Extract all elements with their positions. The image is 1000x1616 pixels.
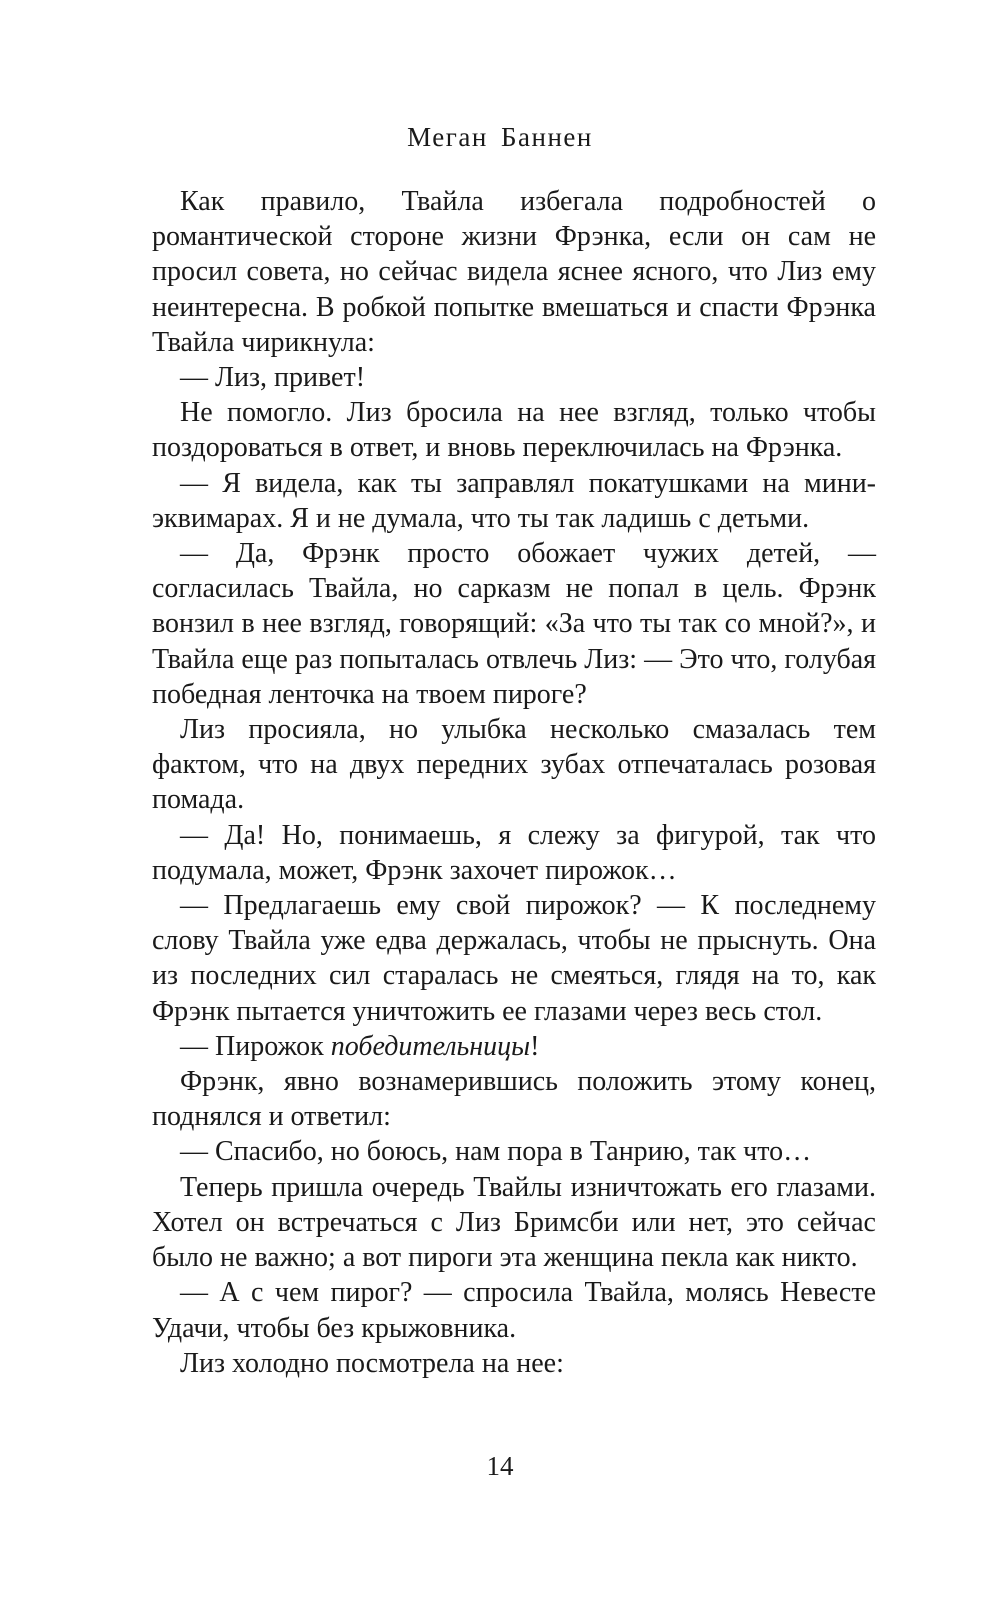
paragraph: — Спасибо, но боюсь, нам пора в Танрию, так что… xyxy=(180,1136,812,1168)
paragraph: — Предлагаешь ему свой пирожок? — К последнему слову Твайла уже едва держалась, чтобы не прыснуть. Она из последних сил старалась не смеяться, глядя на то, как Фрэнк пытается уничтожить ее глазами через весь стол. xyxy=(152,890,876,1027)
body-text xyxy=(152,184,876,1381)
paragraph: Лиз просияла, но улыбка несколько смазалась тем фактом, что на двух передних зубах отпечаталась розовая помада. xyxy=(152,714,876,816)
emphasis-before: — Пирожок xyxy=(180,1030,331,1062)
paragraph: Лиз холодно посмотрела на нее: xyxy=(180,1347,564,1379)
paragraph: — Да, Фрэнк просто обожает чужих детей, — согласилась Твайла, но сарказм не попал в цель. Фрэнк вонзил в нее взгляд, говорящий: «За что ты так со мной?», и Твайла еще раз попыталась отвлечь Лиз: — Это что, голубая победная ленточка на твоем пироге? xyxy=(152,538,876,710)
paragraph: Как правило, Твайла избегала подробностей о романтической стороне жизни Фрэнка, если он сам не просил совета, но сейчас видела яснее ясного, что Лиз ему неинтересна. В робкой попытке вмешаться и спасти Фрэнка Твайла чирикнула: xyxy=(152,186,876,358)
page-number: 14 xyxy=(486,1451,514,1481)
paragraph: — Да! Но, понимаешь, я слежу за фигурой, так что подумала, может, Фрэнк захочет пирожок… xyxy=(152,819,876,886)
paragraph: — Я видела, как ты заправлял покатушками на мини-эквимарах. Я и не думала, что ты так ладишь с детьми. xyxy=(152,467,876,534)
paragraph: — Лиз, привет! xyxy=(180,362,366,394)
paragraph: — А с чем пирог? — спросила Твайла, молясь Невесте Удачи, чтобы без крыжовника. xyxy=(152,1277,876,1344)
running-head-author: Меган Баннен xyxy=(407,122,593,152)
paragraph-with-emphasis xyxy=(152,1029,876,1064)
italic-word: победительницы xyxy=(330,1030,531,1062)
paragraph: Теперь пришла очередь Твайлы изничтожать его глазами. Хотел он встречаться с Лиз Бримсби или нет, это сейчас было не важно; а вот пироги эта женщина пекла как никто. xyxy=(152,1171,876,1274)
emphasis-after: ! xyxy=(530,1030,540,1062)
paragraph: Фрэнк, явно вознамерившись положить этому конец, поднялся и ответил: xyxy=(152,1066,876,1133)
paragraph: Не помогло. Лиз бросила на нее взгляд, только чтобы поздороваться в ответ, и вновь переключилась на Фрэнка. xyxy=(152,397,876,464)
